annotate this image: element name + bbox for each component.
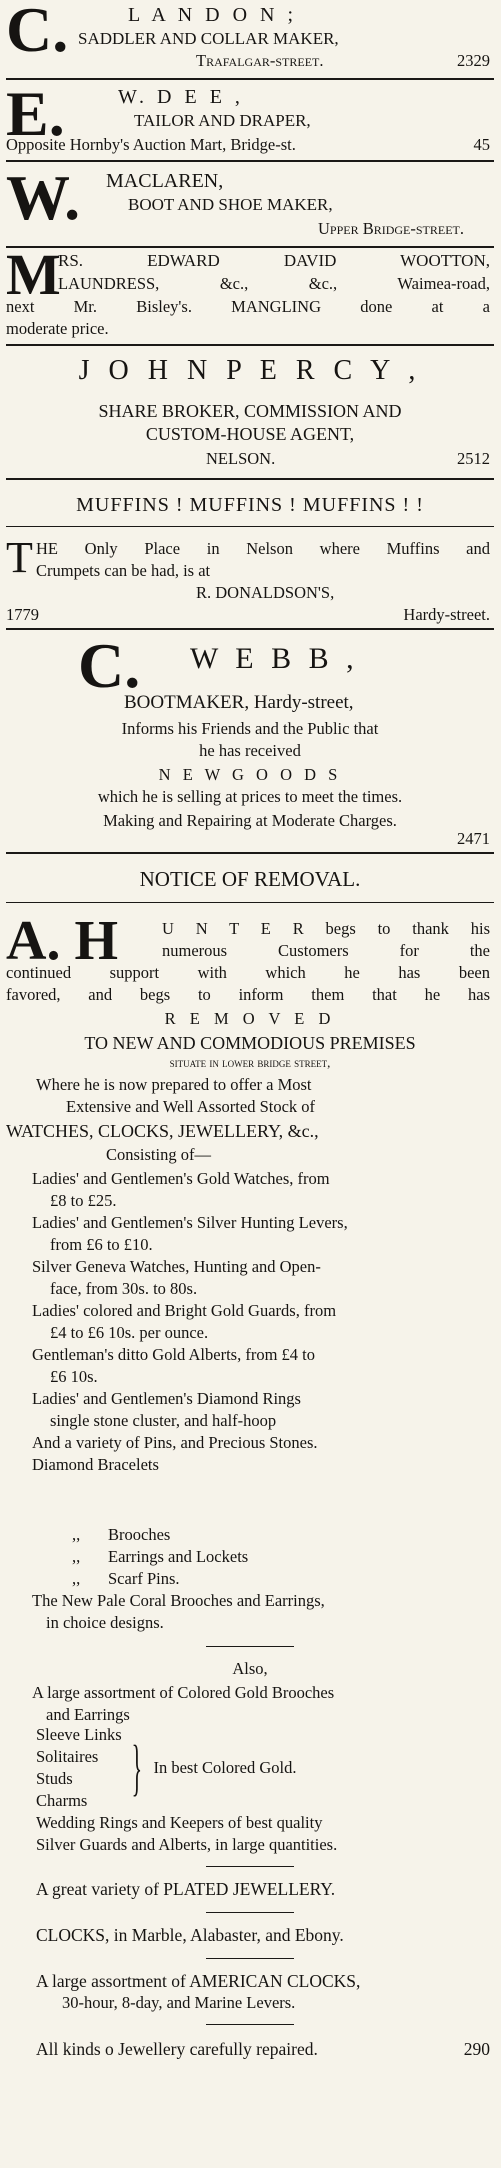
hunter-coral-1: The New Pale Coral Brooches and Earrings, [32, 1591, 325, 1610]
landon-trade: SADDLER AND COLLAR MAKER, [78, 29, 339, 48]
hunter-american-2: 30-hour, 8-day, and Marine Levers. [62, 1993, 296, 2012]
ditto-mark: ,, [72, 1547, 81, 1566]
webb-initial: C. [78, 630, 141, 701]
wootton-line-1: RS. EDWARD DAVID WOOTTON, [58, 251, 490, 270]
ditto-text: Earrings and Lockets [108, 1547, 249, 1566]
ad-wootton [6, 242, 494, 344]
hunter-line-9: Extensive and Well Assorted Stock of [66, 1097, 316, 1116]
hunter-item-line: Ladies' and Gentlemen's Diamond Rings [32, 1389, 301, 1408]
hunter-brace-group [36, 1724, 296, 1812]
hunter-line-8: Where he is now prepared to offer a Most [36, 1075, 312, 1094]
percy-line-2: CUSTOM-HOUSE AGENT, [145, 424, 355, 444]
brace-mark: } [131, 1734, 142, 1802]
divider [206, 2024, 294, 2025]
ditto-mark: ,, [72, 1525, 81, 1544]
hunter-brace-list [36, 1724, 122, 1812]
maclaren-initial: W. [6, 162, 81, 233]
hunter-headline: NOTICE OF REMOVAL. [139, 867, 361, 891]
ditto-text: Scarf Pins. [108, 1569, 180, 1588]
hunter-line-6: TO NEW AND COMMODIOUS PREMISES [84, 1033, 416, 1053]
hunter-line-3: continued support with which he has been [6, 963, 490, 982]
dee-initial: E. [6, 78, 65, 149]
webb-line-5: Making and Repairing at Moderate Charges. [103, 811, 397, 830]
divider [206, 1646, 294, 1647]
webb-line-2: he has received [199, 741, 301, 760]
muffins-headline: MUFFINS ! MUFFINS ! MUFFINS ! ! [76, 494, 424, 516]
ad-muffins [6, 480, 494, 628]
hunter-ditto-item [72, 1546, 248, 1568]
hunter-brace-item: Studs [36, 1769, 73, 1788]
divider [206, 1912, 294, 1913]
dee-number: 45 [473, 135, 490, 154]
muffins-initial: T [6, 533, 33, 582]
hunter-initial: A. H [6, 910, 118, 972]
hunter-line-7: situate in lower bridge street, [169, 1055, 331, 1070]
hunter-line-10: WATCHES, CLOCKS, JEWELLERY, &c., [6, 1121, 319, 1141]
hunter-item-line: single stone cluster, and half-hoop [50, 1411, 277, 1430]
landon-initial: C. [6, 0, 69, 65]
wootton-line-3: next Mr. Bisley's. MANGLING done at a [6, 297, 490, 316]
webb-name: W E B B , [190, 642, 359, 675]
percy-line-1: SHARE BROKER, COMMISSION AND [98, 401, 402, 421]
hunter-item-line: £6 10s. [50, 1367, 98, 1386]
webb-line-3: N E W G O O D S [158, 765, 342, 784]
hunter-item-line: Ladies' and Gentlemen's Silver Hunting Levers, [32, 1213, 348, 1232]
divider [6, 902, 494, 903]
advertisement-column [6, 0, 494, 2080]
landon-street: Trafalgar-street. [196, 51, 324, 70]
hunter-wedding: Wedding Rings and Keepers of best quality [36, 1813, 323, 1832]
hunter-brace-item: Charms [36, 1791, 88, 1810]
hunter-item-line: from £6 to £10. [50, 1235, 153, 1254]
ad-dee [6, 80, 494, 160]
ad-landon [6, 0, 494, 78]
hunter-brace-text: In best Colored Gold. [153, 1758, 297, 1777]
ad-webb [6, 630, 494, 852]
landon-name: L A N D O N ; [128, 4, 298, 26]
webb-trade: BOOTMAKER, Hardy-street, [124, 692, 354, 713]
webb-line-1: Informs his Friends and the Public that [121, 719, 379, 738]
muffins-line-1: HE Only Place in Nelson where Muffins and [36, 539, 490, 558]
maclaren-trade: BOOT AND SHOE MAKER, [128, 195, 333, 214]
percy-number: 2512 [457, 449, 490, 468]
hunter-item-line: Ladies' colored and Bright Gold Guards, from [32, 1301, 337, 1320]
landon-number: 2329 [457, 51, 490, 70]
hunter-ditto-list [72, 1524, 248, 1590]
ditto-mark: ,, [72, 1569, 81, 1588]
hunter-line-1: U N T E R begs to thank his [162, 919, 490, 938]
wootton-line-4: moderate price. [6, 319, 109, 338]
wootton-line-2: LAUNDRESS, &c., &c., Waimea-road, [58, 274, 490, 293]
hunter-item-line: £8 to £25. [50, 1191, 117, 1210]
hunter-item-line: £4 to £6 10s. per ounce. [50, 1323, 209, 1342]
ad-maclaren [6, 162, 494, 246]
divider [206, 1866, 294, 1867]
webb-number: 2471 [457, 829, 490, 848]
hunter-item-line: Silver Geneva Watches, Hunting and Open- [32, 1257, 321, 1276]
hunter-also: Also, [232, 1659, 268, 1678]
webb-line-4: which he is selling at prices to meet the times. [97, 787, 403, 806]
maclaren-street: Upper Bridge-street. [318, 219, 465, 238]
ad-percy [6, 346, 494, 478]
hunter-ditto-item [72, 1524, 248, 1546]
hunter-assortment-1: A large assortment of Colored Gold Brooches [32, 1683, 335, 1702]
hunter-repair: All kinds o Jewellery carefully repaired. [36, 2039, 318, 2059]
dee-address: Opposite Hornby's Auction Mart, Bridge-st. [6, 135, 296, 154]
hunter-number: 290 [463, 2039, 490, 2059]
percy-place: NELSON. [206, 449, 276, 468]
hunter-american-1: A large assortment of AMERICAN CLOCKS, [36, 1971, 361, 1991]
hunter-clocks: CLOCKS, in Marble, Alabaster, and Ebony. [36, 1925, 344, 1945]
wootton-initial: M [6, 242, 61, 307]
hunter-item-line: Gentleman's ditto Gold Alberts, from £4 to [32, 1345, 315, 1364]
hunter-item-line: Diamond Bracelets [32, 1455, 159, 1474]
hunter-item-line: Ladies' and Gentlemen's Gold Watches, from [32, 1169, 330, 1188]
hunter-line-4: favored, and begs to inform them that he has [6, 985, 490, 1004]
muffins-line-2: Crumpets can be had, is at [36, 561, 211, 580]
hunter-line-5: R E M O V E D [164, 1009, 336, 1028]
muffins-line-3: R. DONALDSON'S, [196, 583, 335, 602]
divider [6, 526, 494, 527]
muffins-number: 1779 [6, 605, 39, 624]
hunter-coral-2: in choice designs. [46, 1613, 164, 1632]
hunter-line-11: Consisting of— [106, 1145, 211, 1164]
dee-trade: TAILOR AND DRAPER, [134, 111, 311, 130]
dee-name: W. D E E , [118, 86, 244, 108]
ad-hunter [6, 854, 494, 2080]
hunter-line-2: numerous Customers for the [162, 941, 490, 960]
hunter-assortment-2: and Earrings [46, 1705, 130, 1724]
hunter-silver-guards: Silver Guards and Alberts, in large quantities. [36, 1835, 338, 1854]
maclaren-name: MACLAREN, [106, 170, 224, 192]
hunter-plated: A great variety of PLATED JEWELLERY. [36, 1879, 336, 1899]
ditto-text: Brooches [108, 1525, 171, 1544]
percy-name: J O H N P E R C Y , [78, 355, 422, 386]
hunter-item-line: face, from 30s. to 80s. [50, 1279, 198, 1298]
hunter-item-line: And a variety of Pins, and Precious Stones. [32, 1433, 318, 1452]
hunter-ditto-item [72, 1568, 248, 1590]
muffins-street: Hardy-street. [403, 605, 490, 624]
hunter-brace-item: Sleeve Links [36, 1725, 122, 1744]
divider [206, 1958, 294, 1959]
hunter-brace-item: Solitaires [36, 1747, 99, 1766]
